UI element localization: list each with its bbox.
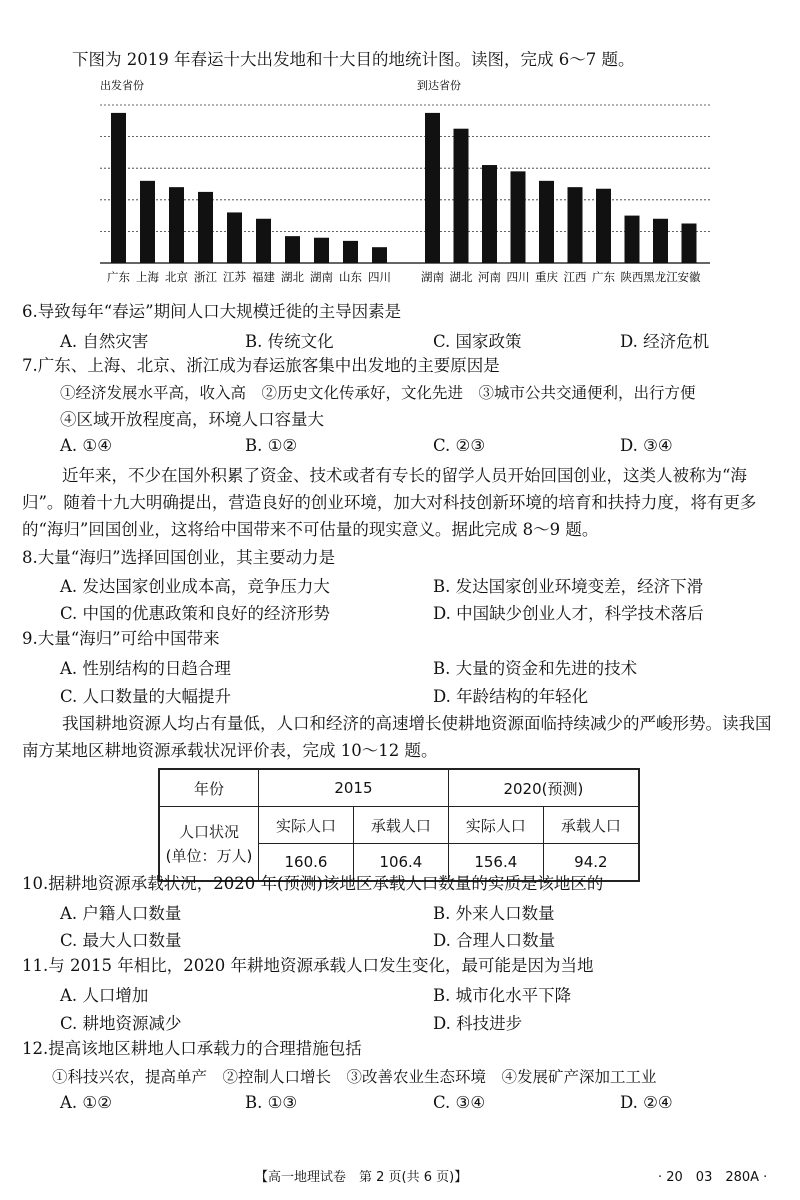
bar-广东 xyxy=(111,113,126,263)
tick-label-北京: 北京 xyxy=(165,270,188,284)
tick-label-湖北: 湖北 xyxy=(281,270,304,284)
bar-广东 xyxy=(596,189,611,263)
arrival-labels xyxy=(421,270,701,284)
q7-option-d[interactable]: D. ③④ xyxy=(620,436,673,455)
bar-山东 xyxy=(343,241,358,263)
table-col-capacity-2015: 承载人口 xyxy=(353,807,448,844)
table-2015-actual: 160.6 xyxy=(259,844,354,882)
arrival-bars xyxy=(425,113,697,263)
bar-湖南 xyxy=(425,113,440,263)
tick-label-湖南: 湖南 xyxy=(421,270,444,284)
q10-option-c[interactable]: C. 最大人口数量 xyxy=(60,931,182,950)
tick-label-安徽: 安徽 xyxy=(677,270,701,284)
haigui-passage: 近年来，不少在国外积累了资金、技术或者有专长的留学人员开始回国创业，这类人被称为“海归”。随着十九大明确提出，营造良好的创业环境，加大对科技创新环境的培育和扶持力度，将有更多的“海归”回国创业，这将给中国带来不可估量的现实意义。据此完成 8～9 题。 xyxy=(22,466,757,539)
tick-label-重庆: 重庆 xyxy=(535,270,558,284)
table-2015-capacity: 106.4 xyxy=(353,844,448,882)
q11-option-c[interactable]: C. 耕地资源减少 xyxy=(60,1014,182,1033)
farmland-capacity-table xyxy=(158,768,640,882)
bar-湖北 xyxy=(454,129,469,263)
bar-江苏 xyxy=(227,212,242,263)
bar-四川 xyxy=(511,171,526,263)
tick-label-广东: 广东 xyxy=(107,270,130,284)
q7-choices-line1: ①经济发展水平高，收入高 ②历史文化传承好，文化先进 ③城市公共交通便利，出行方便 xyxy=(60,384,696,402)
q12-stem: 12.提高该地区耕地人口承载力的合理措施包括 xyxy=(22,1039,362,1058)
q12-option-a[interactable]: A. ①② xyxy=(60,1093,112,1112)
tick-label-福建: 福建 xyxy=(252,270,275,284)
q7-option-c[interactable]: C. ②③ xyxy=(433,436,486,455)
row-label-line1: 人口状况 xyxy=(178,822,239,841)
bar-安徽 xyxy=(682,224,697,264)
tick-label-江苏: 江苏 xyxy=(223,270,246,284)
q12-option-b[interactable]: B. ①③ xyxy=(245,1093,298,1112)
q7-option-a[interactable]: A. ①④ xyxy=(60,436,112,455)
tick-label-山东: 山东 xyxy=(339,270,362,284)
q9-option-a[interactable]: A. 性别结构的日趋合理 xyxy=(60,659,231,678)
table-2020-actual: 156.4 xyxy=(448,844,543,882)
tick-label-湖南: 湖南 xyxy=(310,270,333,284)
bar-陕西 xyxy=(625,216,640,263)
tick-label-河南: 河南 xyxy=(478,270,501,284)
tick-label-四川: 四川 xyxy=(506,270,530,284)
bar-重庆 xyxy=(539,181,554,263)
tick-label-江西: 江西 xyxy=(563,270,587,284)
q11-option-b[interactable]: B. 城市化水平下降 xyxy=(433,986,572,1005)
q7-option-b[interactable]: B. ①② xyxy=(245,436,298,455)
q8-stem: 8.大量“海归”选择回国创业，其主要动力是 xyxy=(22,548,336,567)
q9-option-d[interactable]: D. 年龄结构的年轻化 xyxy=(433,687,589,706)
bar-上海 xyxy=(140,181,155,263)
table-col-actual-2015: 实际人口 xyxy=(259,807,354,844)
bar-浙江 xyxy=(198,192,213,263)
departure-labels xyxy=(107,270,391,284)
q8-option-a[interactable]: A. 发达国家创业成本高，竞争压力大 xyxy=(60,577,330,596)
table-year-2015: 2015 xyxy=(259,769,449,807)
table-year-2020: 2020(预测) xyxy=(448,769,639,807)
q11-option-d[interactable]: D. 科技进步 xyxy=(433,1014,523,1033)
q7-choices-line2: ④区域开放程度高，环境人口容量大 xyxy=(60,410,324,429)
tick-label-湖北: 湖北 xyxy=(449,270,473,284)
table-col-actual-2020: 实际人口 xyxy=(448,807,543,844)
bar-福建 xyxy=(256,219,271,263)
q10-option-d[interactable]: D. 合理人口数量 xyxy=(433,931,556,950)
table-col-capacity-2020: 承载人口 xyxy=(543,807,639,844)
table-row-label xyxy=(159,807,259,882)
q8-option-d[interactable]: D. 中国缺少创业人才，科学技术落后 xyxy=(433,604,704,623)
q10-option-b[interactable]: B. 外来人口数量 xyxy=(433,904,555,923)
tick-label-上海: 上海 xyxy=(136,270,159,284)
bar-河南 xyxy=(482,165,497,263)
q10-stem: 10.据耕地资源承载状况，2020 年(预测)该地区承载人口数量的实质是该地区的 xyxy=(22,874,604,893)
q8-option-b[interactable]: B. 发达国家创业环境变差，经济下滑 xyxy=(433,577,704,596)
bar-北京 xyxy=(169,187,184,263)
farmland-passage: 我国耕地资源人均占有量低，人口和经济的高速增长使耕地资源面临持续减少的严峻形势。读我国南方某地区耕地资源承载状况评价表，完成 10～12 题。 xyxy=(22,714,772,760)
q12-choices-line1: ①科技兴农，提高单产 ②控制人口增长 ③改善农业生态环境 ④发展矿产深加工工业 xyxy=(52,1068,657,1086)
q12-option-d[interactable]: D. ②④ xyxy=(620,1093,673,1112)
chart-title-arrival: 到达省份 xyxy=(417,79,461,92)
spring-festival-chart xyxy=(95,75,715,295)
q6-option-d[interactable]: D. 经济危机 xyxy=(620,332,710,351)
q6-option-c[interactable]: C. 国家政策 xyxy=(433,332,522,351)
tick-label-黑龙江: 黑龙江 xyxy=(643,270,678,284)
chart-intro: 下图为 2019 年春运十大出发地和十大目的地统计图。读图，完成 6～7 题。 xyxy=(72,50,635,69)
bar-江西 xyxy=(568,187,583,263)
q7-stem: 7.广东、上海、北京、浙江成为春运旅客集中出发地的主要原因是 xyxy=(22,356,500,375)
q10-option-a[interactable]: A. 户籍人口数量 xyxy=(60,904,182,923)
departure-bars xyxy=(111,113,387,263)
q6-stem: 6.导致每年“春运”期间人口大规模迁徙的主导因素是 xyxy=(22,302,402,321)
q11-option-a[interactable]: A. 人口增加 xyxy=(60,986,149,1005)
q6-option-a[interactable]: A. 自然灾害 xyxy=(60,332,149,351)
q11-stem: 11.与 2015 年相比，2020 年耕地资源承载人口发生变化，最可能是因为当地 xyxy=(22,956,594,975)
table-year-label: 年份 xyxy=(159,769,259,807)
tick-label-陕西: 陕西 xyxy=(620,270,644,284)
bar-四川 xyxy=(372,247,387,263)
q9-option-c[interactable]: C. 人口数量的大幅提升 xyxy=(60,687,232,706)
q9-stem: 9.大量“海归”可给中国带来 xyxy=(22,629,220,648)
page-code: · 20 03 280A · xyxy=(658,1170,768,1185)
table-2020-capacity: 94.2 xyxy=(543,844,639,882)
q9-option-b[interactable]: B. 大量的资金和先进的技术 xyxy=(433,659,638,678)
tick-label-四川: 四川 xyxy=(368,270,391,284)
chart-title-departure: 出发省份 xyxy=(100,79,144,92)
bar-湖北 xyxy=(285,236,300,263)
bar-黑龙江 xyxy=(653,219,668,263)
tick-label-浙江: 浙江 xyxy=(194,270,217,284)
tick-label-广东: 广东 xyxy=(592,270,615,284)
row-label-line2: (单位：万人) xyxy=(165,846,253,865)
q12-option-c[interactable]: C. ③④ xyxy=(433,1093,486,1112)
bar-湖南 xyxy=(314,238,329,263)
q6-option-b[interactable]: B. 传统文化 xyxy=(245,332,334,351)
chart-grid xyxy=(100,105,710,263)
q8-option-c[interactable]: C. 中国的优惠政策和良好的经济形势 xyxy=(60,604,331,623)
page-footer: 【高一地理试卷 第 2 页(共 6 页)】 xyxy=(255,1170,468,1185)
